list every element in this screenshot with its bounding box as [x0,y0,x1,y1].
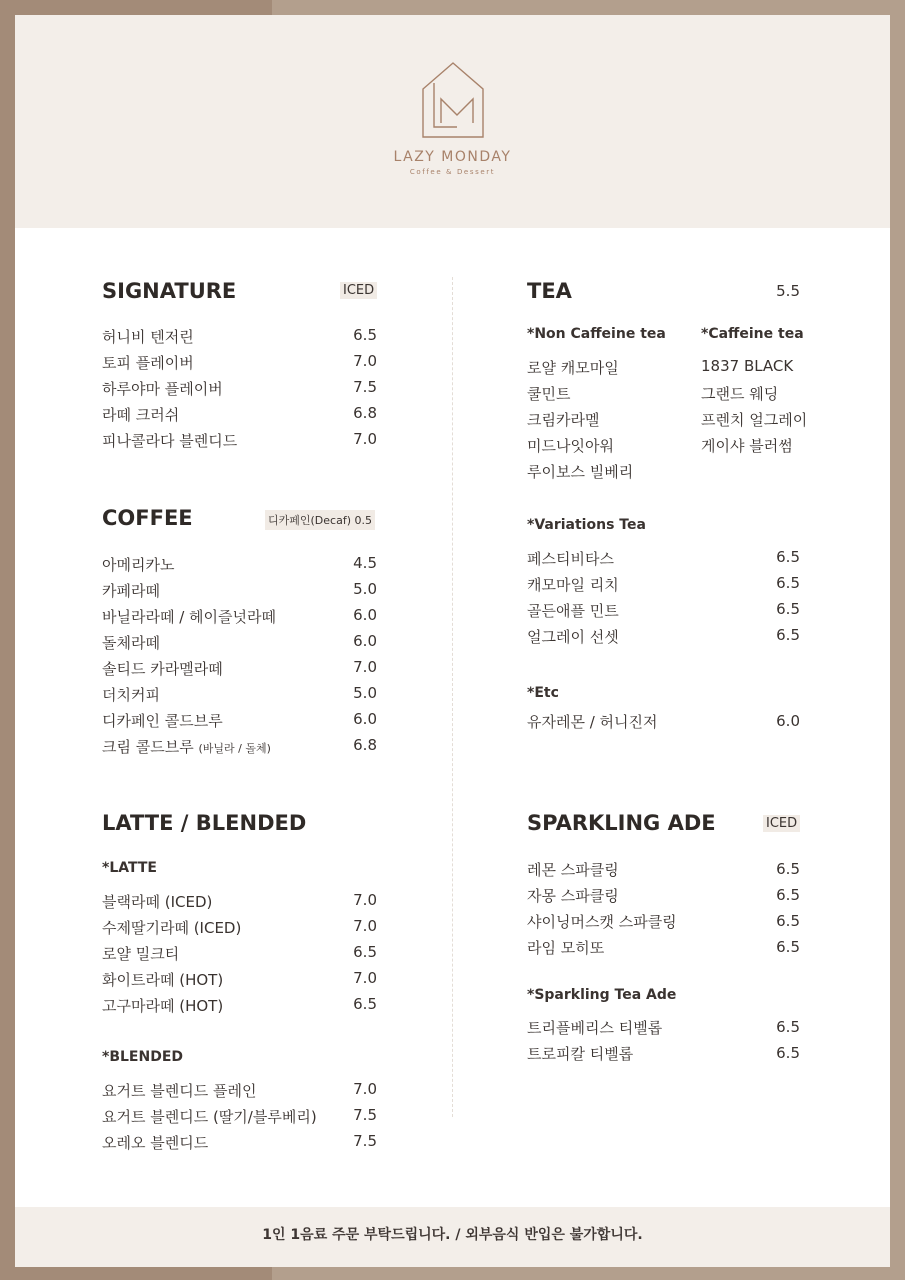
menu-item-price: 6.8 [353,404,377,422]
brand-tagline: Coffee & Dessert [409,168,496,176]
menu-item-name: 골든애플 민트 [527,602,619,620]
menu-item-price: 6.5 [776,574,800,592]
menu-item-name: 토피 플레이버 [102,354,194,372]
menu-item-name: 돌체라떼 [102,634,160,652]
menu-item-name: 디카페인 콜드브루 [102,712,223,730]
menu-item-name: 라떼 크러쉬 [102,406,180,424]
menu-item-name: 라임 모히또 [527,939,605,957]
menu-item-name: 레몬 스파클링 [527,861,619,879]
menu-item-name: 블랙라떼 (ICED) [102,893,213,911]
order-notice-text: 1인 1음료 주문 부탁드립니다. / 외부음식 반입은 불가합니다. [262,1227,643,1243]
signature-heading: SIGNATURE [102,279,237,303]
non-caffeine-subheading: *Non Caffeine tea [527,326,666,342]
menu-item-price: 7.0 [353,1080,377,1098]
tea-item-name: 미드나잇아워 [527,437,614,455]
menu-item-price: 7.0 [353,352,377,370]
menu-item-price: 6.5 [776,548,800,566]
menu-item-name: 피나콜라다 블렌디드 [102,432,238,450]
menu-item-name: 유자레몬 / 허니진저 [527,713,658,731]
menu-item-name-text: 크림 콜드브루 [102,738,194,756]
menu-item-name: 트리플베리스 티벨롭 [527,1019,663,1037]
menu-item-price: 7.5 [353,1132,377,1150]
menu-item-price: 7.0 [353,658,377,676]
tea-item-name: 쿨민트 [527,385,571,403]
latte-blended-heading: LATTE / BLENDED [102,811,307,835]
menu-item-name: 샤이닝머스캣 스파클링 [527,913,677,931]
menu-item-price: 6.8 [353,736,377,754]
tea-item-name: 루이보스 빌베리 [527,463,634,481]
menu-item-name: 페스티비타스 [527,550,614,568]
menu-item-price: 7.0 [353,891,377,909]
brand-logo [15,61,890,176]
menu-item-price: 6.5 [776,860,800,878]
menu-header [15,15,890,228]
etc-subheading: *Etc [527,685,559,701]
menu-item-name: 수제딸기라떼 (ICED) [102,919,242,937]
menu-item-price: 6.0 [353,606,377,624]
menu-item-price: 6.5 [353,943,377,961]
menu-item-price: 7.0 [353,917,377,935]
tea-heading: TEA [527,279,572,303]
menu-item-price: 6.5 [776,1018,800,1036]
menu-item-name: 고구마라떼 (HOT) [102,997,224,1015]
order-notice-footer [15,1207,890,1267]
menu-item-price: 6.0 [776,712,800,730]
menu-item-price: 6.5 [776,886,800,904]
tea-item-name: 그랜드 웨딩 [701,385,779,403]
menu-item-price: 6.0 [353,632,377,650]
menu-item-name: 솔티드 카라멜라떼 [102,660,223,678]
menu-item-name: 바닐라라떼 / 헤이즐넛라떼 [102,608,276,626]
menu-item-price: 5.0 [353,580,377,598]
menu-item-name: 로얄 밀크티 [102,945,180,963]
house-logo-icon [421,61,485,139]
menu-item-name: 오레오 블렌디드 [102,1134,209,1152]
menu-item-price: 7.0 [353,430,377,448]
sparkling-ade-heading: SPARKLING ADE [527,811,716,835]
tea-item-name: 크림카라멜 [527,411,600,429]
menu-item-price: 6.5 [776,912,800,930]
decaf-tag: 디카페인(Decaf) 0.5 [265,510,375,530]
menu-item-name: 얼그레이 선셋 [527,628,619,646]
blended-subheading: *BLENDED [102,1049,183,1065]
menu-item-price: 6.5 [776,938,800,956]
caffeine-subheading: *Caffeine tea [701,326,804,342]
coffee-heading: COFFEE [102,506,193,530]
variations-subheading: *Variations Tea [527,517,646,533]
menu-item-price: 6.5 [776,1044,800,1062]
menu-item-name: 캐모마일 리치 [527,576,619,594]
menu-item-name: 화이트라떼 (HOT) [102,971,224,989]
menu-item-name: 하루야마 플레이버 [102,380,223,398]
menu-card [15,15,890,1267]
menu-item-price: 6.5 [353,995,377,1013]
tea-item-name: 1837 BLACK [701,357,794,375]
menu-item-price: 7.5 [353,1106,377,1124]
menu-item-name: 아메리카노 [102,556,175,574]
menu-item-price: 6.5 [776,626,800,644]
menu-item-name [102,736,271,757]
menu-item-name: 자몽 스파클링 [527,887,619,905]
menu-item-name: 요거트 블렌디드 플레인 [102,1082,257,1100]
tea-base-price: 5.5 [776,282,800,300]
menu-item-price: 4.5 [353,554,377,572]
menu-item-price: 6.0 [353,710,377,728]
column-divider [452,277,453,1117]
menu-item-note: (바닐라 / 돌체) [198,742,271,755]
latte-subheading: *LATTE [102,860,157,876]
tea-item-name: 로얄 캐모마일 [527,359,619,377]
menu-item-name: 요거트 블렌디드 (딸기/블루베리) [102,1108,317,1126]
menu-item-price: 6.5 [353,326,377,344]
menu-item-price: 5.0 [353,684,377,702]
tea-item-name: 게이샤 블러썸 [701,437,793,455]
menu-item-price: 6.5 [776,600,800,618]
menu-item-price: 7.5 [353,378,377,396]
menu-item-name: 허니비 텐저린 [102,328,194,346]
sparkling-iced-tag: ICED [763,815,800,832]
menu-item-name: 트로피칼 티벨롭 [527,1045,634,1063]
brand-name: LAZY MONDAY [393,149,512,165]
menu-item-name: 더치커피 [102,686,160,704]
signature-iced-tag: ICED [340,282,377,299]
sparkling-tea-ade-subheading: *Sparkling Tea Ade [527,987,677,1003]
menu-item-price: 7.0 [353,969,377,987]
tea-item-name: 프렌치 얼그레이 [701,411,808,429]
menu-item-name: 카페라떼 [102,582,160,600]
